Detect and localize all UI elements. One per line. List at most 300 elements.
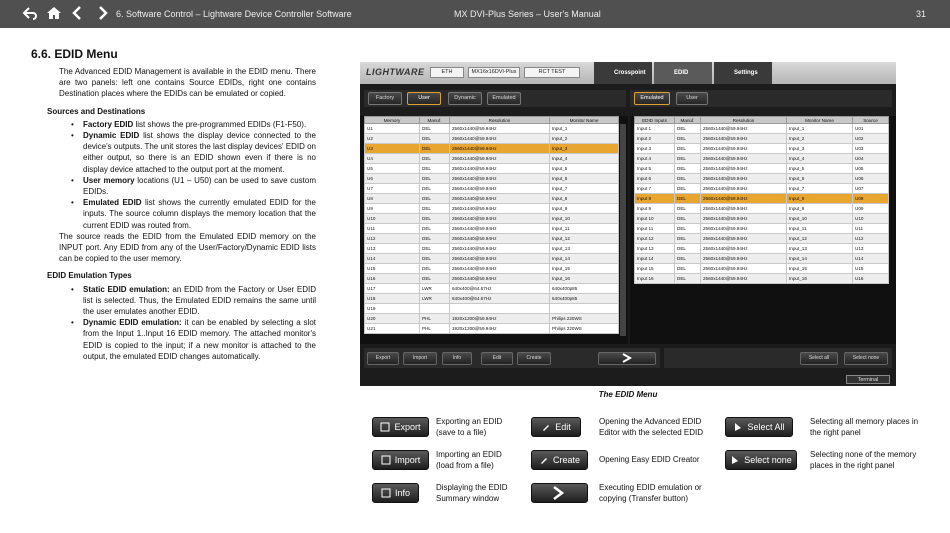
table-cell: Input_1: [550, 124, 619, 134]
terminal-button[interactable]: Terminal: [846, 375, 890, 384]
table-cell: Input_14: [550, 254, 619, 264]
rct-box[interactable]: RCT TEST: [524, 67, 580, 78]
table-row[interactable]: [365, 134, 619, 144]
table-cell: U12: [365, 234, 420, 244]
table-cell: 2560x1440@59.94Hz: [701, 234, 787, 244]
table-cell: Input_8: [787, 194, 853, 204]
table-row[interactable]: [635, 234, 889, 244]
table-cell: 2560x1440@59.94Hz: [450, 224, 550, 234]
table-cell: 2560x1440@59.94Hz: [450, 244, 550, 254]
table-cell: Input_14: [787, 254, 853, 264]
table-cell: 640x400p85: [550, 284, 619, 294]
table-cell: DEL: [675, 244, 701, 254]
table-cell: U11: [853, 224, 889, 234]
table-cell: DEL: [420, 234, 450, 244]
table-cell: DEL: [675, 164, 701, 174]
table-cell: Input_12: [550, 234, 619, 244]
table-row[interactable]: [365, 164, 619, 174]
table-cell: U08: [853, 194, 889, 204]
table-cell: 640x400@64.67Hz: [450, 294, 550, 304]
legend-desc: Selecting all memory places in the right panel: [810, 417, 919, 437]
table-cell: 2560x1440@59.94Hz: [701, 244, 787, 254]
table-cell: Input 8: [635, 194, 675, 204]
table-cell: U16: [853, 274, 889, 284]
tab-crosspoint[interactable]: Crosspoint: [594, 62, 652, 84]
source-panel: [360, 116, 628, 344]
table-row[interactable]: [365, 194, 619, 204]
table-cell: U01: [853, 124, 889, 134]
emulated-button[interactable]: Emulated: [487, 92, 521, 105]
table-row[interactable]: [635, 134, 889, 144]
table-cell: Input 16: [635, 274, 675, 284]
list-item: [83, 197, 316, 231]
table-cell: DEL: [420, 254, 450, 264]
table-cell: 2560x1440@59.94Hz: [701, 204, 787, 214]
table-cell: 2560x1440@59.94Hz: [701, 144, 787, 154]
chapter-title: 6. Software Control – Lightware Device Controller Software: [116, 9, 352, 19]
legend-desc: Exporting an EDID (save to a file): [436, 417, 503, 437]
table-cell: U1: [365, 124, 420, 134]
list-item: [83, 284, 316, 318]
table-cell: DEL: [675, 194, 701, 204]
import-icon: [381, 455, 391, 465]
table-cell: 2560x1440@59.94Hz: [701, 134, 787, 144]
table-cell: DEL: [420, 134, 450, 144]
table-row[interactable]: [365, 124, 619, 134]
list-item: [83, 130, 316, 175]
table-cell: Input_9: [787, 204, 853, 214]
table-cell: Input 15: [635, 264, 675, 274]
table-cell: 640x400p85: [550, 294, 619, 304]
table-cell: U15: [365, 264, 420, 274]
table-cell: U14: [853, 254, 889, 264]
column-header[interactable]: Resolution: [450, 117, 550, 124]
table-cell: Input_4: [787, 154, 853, 164]
list-item: [83, 175, 316, 197]
lightware-logo: LIGHTWARE: [366, 67, 425, 77]
table-row[interactable]: [635, 174, 889, 184]
create-icon: [539, 455, 549, 465]
table-cell: Input_2: [550, 134, 619, 144]
sources-list: [83, 119, 316, 231]
table-row[interactable]: [635, 124, 889, 134]
table-cell: U09: [853, 204, 889, 214]
table-cell: Input_15: [787, 264, 853, 274]
column-header[interactable]: Manuf.: [420, 117, 450, 124]
table-cell: 2560x1440@59.94Hz: [701, 274, 787, 284]
table-row[interactable]: [365, 284, 619, 294]
home-icon[interactable]: [46, 5, 62, 21]
table-row[interactable]: [365, 184, 619, 194]
table-cell: Input 14: [635, 254, 675, 264]
term: Dynamic EDID: [83, 131, 140, 141]
term: Dynamic EDID emulation:: [83, 318, 182, 328]
definition: list shows the currently emulated EDID for the inputs. The source column displays the memory location that the current EDID was routed from.: [83, 198, 317, 230]
table-cell: 2560x1440@59.94Hz: [450, 124, 550, 134]
table-cell: U21: [365, 324, 420, 334]
table-cell: 2560x1440@59.94Hz: [701, 164, 787, 174]
legend-info-button: [372, 483, 419, 503]
source-paragraph: The source reads the EDID from the Emulated EDID memory on the INPUT port. Any EDID from any of the User/Factory/Dynamic EDID lists can be copied to the user memory.: [59, 231, 316, 264]
table-cell: DEL: [420, 144, 450, 154]
destination-table: [634, 116, 889, 284]
table-row[interactable]: [635, 244, 889, 254]
table-cell: DEL: [420, 224, 450, 234]
table-row[interactable]: [635, 184, 889, 194]
types-heading: EDID Emulation Types: [47, 271, 132, 281]
table-cell: U11: [365, 224, 420, 234]
page-number: 31: [916, 9, 927, 19]
table-cell: U2: [365, 134, 420, 144]
legend-label: Create: [552, 455, 580, 465]
table-cell: Input_15: [550, 264, 619, 274]
table-cell: Input 13: [635, 244, 675, 254]
table-cell: Input_13: [550, 244, 619, 254]
table-cell: DEL: [420, 244, 450, 254]
table-cell: 2560x1440@59.94Hz: [450, 214, 550, 224]
legend-create-button: [531, 450, 588, 470]
column-header[interactable]: Resolution: [701, 117, 787, 124]
edid-menu-screenshot: [360, 62, 896, 386]
table-cell: DEL: [675, 134, 701, 144]
table-cell: DEL: [420, 214, 450, 224]
legend-desc: Executing EDID emulation or copying (Transfer button): [599, 483, 702, 503]
right-emulated-button[interactable]: Emulated: [634, 92, 670, 105]
table-cell: U4: [365, 154, 420, 164]
transfer-arrow-icon: [620, 353, 634, 363]
back-icon[interactable]: [22, 5, 38, 21]
term: Static EDID emulation:: [83, 284, 170, 294]
info-icon: [381, 488, 391, 498]
factory-button[interactable]: Factory: [368, 92, 402, 105]
table-row[interactable]: [635, 254, 889, 264]
table-cell: 2560x1440@59.94Hz: [701, 124, 787, 134]
term: User memory: [83, 175, 135, 185]
table-cell: DEL: [675, 124, 701, 134]
table-cell: Input 12: [635, 234, 675, 244]
right-user-button[interactable]: User: [676, 92, 708, 105]
table-cell: 2560x1440@59.94Hz: [450, 144, 550, 154]
table-cell: LWR: [420, 294, 450, 304]
export-icon: [380, 422, 390, 432]
table-cell: [450, 304, 550, 314]
legend-select-all-button: [725, 417, 793, 437]
table-cell: DEL: [675, 224, 701, 234]
table-cell: 2560x1440@59.94Hz: [450, 234, 550, 244]
dynamic-button[interactable]: Dynamic: [448, 92, 482, 105]
table-cell: U7: [365, 184, 420, 194]
types-list: [83, 284, 316, 362]
destination-panel: [630, 116, 896, 344]
table-row[interactable]: [365, 224, 619, 234]
table-cell: 1920x1200@59.94Hz: [450, 324, 550, 334]
intro-paragraph: The Advanced EDID Management is available in the EDID menu. There are two panels: left one contains Source EDIDs, right one contains Destination places where the EDIDs can be emulated or copied.: [59, 67, 316, 99]
table-cell: DEL: [675, 234, 701, 244]
table-cell: Input_9: [550, 204, 619, 214]
legend-desc: Opening the Advanced EDID Editor with the selected EDID: [599, 417, 704, 437]
definition: list shows the pre-programmed EDIDs (F1-F50).: [133, 119, 307, 129]
column-header[interactable]: Manuf.: [675, 117, 701, 124]
table-cell: DEL: [420, 164, 450, 174]
table-cell: 2560x1440@59.94Hz: [450, 254, 550, 264]
table-cell: U18: [365, 294, 420, 304]
table-cell: U15: [853, 264, 889, 274]
edit-icon: [541, 422, 551, 432]
column-header[interactable]: EDID Inputs: [635, 117, 675, 124]
table-row[interactable]: [365, 154, 619, 164]
table-row[interactable]: [365, 274, 619, 284]
table-cell: U14: [365, 254, 420, 264]
table-row[interactable]: [365, 324, 619, 334]
table-cell: Input_10: [787, 214, 853, 224]
table-row[interactable]: [635, 214, 889, 224]
table-cell: Philips 220WS: [550, 324, 619, 334]
legend-label: Info: [394, 488, 410, 498]
table-cell: 2560x1440@59.94Hz: [450, 194, 550, 204]
transfer-arrow-icon: [550, 486, 566, 500]
legend-label: Edit: [555, 422, 571, 432]
table-row[interactable]: [365, 204, 619, 214]
table-row[interactable]: [635, 224, 889, 234]
body-text: [31, 66, 316, 362]
table-row[interactable]: [635, 264, 889, 274]
next-icon[interactable]: [94, 5, 110, 21]
table-cell: Input_5: [787, 164, 853, 174]
table-cell: U8: [365, 194, 420, 204]
table-cell: Input 3: [635, 144, 675, 154]
table-cell: Input_13: [787, 244, 853, 254]
create-button[interactable]: Create: [517, 352, 551, 365]
edit-button[interactable]: Edit: [481, 352, 513, 365]
source-scrollbar[interactable]: [620, 124, 626, 336]
list-item: [83, 119, 316, 130]
table-cell: U6: [365, 174, 420, 184]
table-cell: DEL: [675, 214, 701, 224]
table-cell: 2560x1440@59.94Hz: [450, 164, 550, 174]
column-header[interactable]: Monitor Name: [787, 117, 853, 124]
table-row[interactable]: [635, 194, 889, 204]
table-row[interactable]: [365, 234, 619, 244]
table-cell: U17: [365, 284, 420, 294]
definition: an EDID from the Factory or User EDID list is selected. Thus, the Emulated EDID remains the same until the user emulates another EDID.: [83, 284, 317, 317]
table-cell: U19: [365, 304, 420, 314]
table-cell: Input_8: [550, 194, 619, 204]
table-cell: Input_16: [550, 274, 619, 284]
table-cell: 2560x1440@59.94Hz: [701, 254, 787, 264]
table-cell: 2560x1440@59.94Hz: [450, 134, 550, 144]
prev-icon[interactable]: [70, 5, 86, 21]
table-cell: [550, 304, 619, 314]
term: Emulated EDID: [83, 198, 142, 208]
select-none-icon: [730, 455, 740, 465]
table-cell: Philips 220WS: [550, 314, 619, 324]
table-cell: U05: [853, 164, 889, 174]
source-table: [364, 116, 619, 334]
table-cell: 1920x1200@59.94Hz: [450, 314, 550, 324]
tab-settings[interactable]: Settings: [714, 62, 772, 84]
table-cell: Input_6: [550, 174, 619, 184]
table-cell: 2560x1440@59.94Hz: [701, 224, 787, 234]
table-cell: U10: [853, 214, 889, 224]
table-cell: DEL: [675, 204, 701, 214]
table-row[interactable]: [365, 144, 619, 154]
table-cell: U10: [365, 214, 420, 224]
table-cell: DEL: [675, 264, 701, 274]
export-button[interactable]: Export: [367, 352, 399, 365]
table-cell: Input 5: [635, 164, 675, 174]
table-cell: Input_4: [550, 154, 619, 164]
table-cell: 2560x1440@59.94Hz: [450, 274, 550, 284]
table-cell: Input_3: [550, 144, 619, 154]
table-row[interactable]: [365, 214, 619, 224]
table-cell: Input 4: [635, 154, 675, 164]
column-header[interactable]: Source: [853, 117, 889, 124]
table-row[interactable]: [635, 164, 889, 174]
table-cell: Input_7: [787, 184, 853, 194]
legend-import-button: [372, 450, 429, 470]
legend-label: Import: [394, 455, 421, 465]
select-none-button[interactable]: Select none: [844, 352, 888, 365]
info-button[interactable]: Info: [442, 352, 472, 365]
section-title: 6.6. EDID Menu: [31, 47, 118, 61]
table-cell: 2560x1440@59.94Hz: [450, 154, 550, 164]
page-header: [0, 0, 950, 28]
table-cell: Input_12: [787, 234, 853, 244]
table-cell: DEL: [675, 154, 701, 164]
table-cell: Input 11: [635, 224, 675, 234]
eth-box[interactable]: ETH: [430, 67, 464, 78]
table-row[interactable]: [365, 264, 619, 274]
table-cell: DEL: [420, 124, 450, 134]
table-cell: 2560x1440@59.94Hz: [701, 154, 787, 164]
table-cell: Input 2: [635, 134, 675, 144]
table-cell: Input_16: [787, 274, 853, 284]
table-cell: Input 9: [635, 204, 675, 214]
table-cell: Input_6: [787, 174, 853, 184]
table-cell: U03: [853, 144, 889, 154]
definition: list shows the display device connected to the device's outputs. The unit stores the last display devices' EDID on either output, so there is an EDID shown even if there is no display device attached to the output port at the moment.: [83, 131, 316, 174]
select-all-icon: [733, 422, 743, 432]
table-cell: 2560x1440@59.94Hz: [701, 264, 787, 274]
table-cell: U9: [365, 204, 420, 214]
table-row[interactable]: [365, 244, 619, 254]
manual-title: MX DVI-Plus Series – User's Manual: [454, 9, 601, 19]
table-cell: 2560x1440@59.94Hz: [450, 204, 550, 214]
table-cell: Input_1: [787, 124, 853, 134]
transfer-button[interactable]: [598, 352, 656, 365]
table-row[interactable]: [365, 304, 619, 314]
table-cell: 2560x1440@59.94Hz: [701, 214, 787, 224]
device-box[interactable]: MX16x16DVI-Plus: [468, 67, 520, 78]
table-row[interactable]: [635, 154, 889, 164]
select-all-button[interactable]: Select all: [800, 352, 838, 365]
tab-edid[interactable]: EDID: [654, 62, 712, 84]
table-cell: DEL: [420, 154, 450, 164]
table-row[interactable]: [635, 144, 889, 154]
table-cell: DEL: [675, 254, 701, 264]
legend-label: Export: [394, 422, 421, 432]
legend-export-button: [372, 417, 429, 437]
table-row[interactable]: [635, 274, 889, 284]
table-row[interactable]: [365, 294, 619, 304]
table-cell: DEL: [420, 194, 450, 204]
table-cell: Input 7: [635, 184, 675, 194]
import-button[interactable]: Import: [403, 352, 437, 365]
table-cell: PHL: [420, 314, 450, 324]
table-cell: 2560x1440@59.94Hz: [701, 184, 787, 194]
table-cell: DEL: [420, 174, 450, 184]
app-header: [360, 62, 896, 84]
legend-label: Select All: [747, 422, 785, 432]
table-row[interactable]: [365, 174, 619, 184]
definition: locations (U1 – U50) can be used to save custom EDIDs.: [83, 175, 317, 197]
table-cell: DEL: [420, 274, 450, 284]
table-cell: DEL: [420, 264, 450, 274]
legend-desc: Opening Easy EDID Creator: [599, 455, 700, 464]
table-cell: DEL: [675, 174, 701, 184]
table-row[interactable]: [365, 314, 619, 324]
table-cell: Input 10: [635, 214, 675, 224]
table-cell: DEL: [675, 184, 701, 194]
table-cell: U02: [853, 134, 889, 144]
table-cell: U13: [365, 244, 420, 254]
table-cell: U13: [853, 244, 889, 254]
table-cell: 2560x1440@59.94Hz: [450, 264, 550, 274]
table-cell: U16: [365, 274, 420, 284]
table-cell: 2560x1440@59.94Hz: [701, 174, 787, 184]
table-cell: LWR: [420, 284, 450, 294]
table-row[interactable]: [365, 254, 619, 264]
table-cell: PHL: [420, 324, 450, 334]
table-cell: DEL: [675, 144, 701, 154]
column-header[interactable]: Monitor Name: [550, 117, 619, 124]
table-cell: Input_7: [550, 184, 619, 194]
table-cell: 2560x1440@59.94Hz: [450, 184, 550, 194]
table-cell: U04: [853, 154, 889, 164]
legend-edit-button: [531, 417, 581, 437]
legend-desc: Selecting none of the memory places in the right panel: [810, 450, 917, 470]
sources-heading: Sources and Destinations: [47, 106, 146, 116]
nav-icons: [22, 5, 110, 21]
definition: it can be enabled by selecting a slot from the Input 1..Input 16 EDID memory. The attached monitor's EDID is copied to the input; if a new monitor is attached to the output, the emulated EDID changes automatically.: [83, 318, 316, 361]
table-cell: U07: [853, 184, 889, 194]
table-cell: 2560x1440@59.94Hz: [701, 194, 787, 204]
table-cell: 640x400@64.67Hz: [450, 284, 550, 294]
table-cell: Input_3: [787, 144, 853, 154]
term: Factory EDID: [83, 119, 134, 129]
list-item: [83, 317, 316, 362]
table-row[interactable]: [635, 204, 889, 214]
table-cell: DEL: [675, 274, 701, 284]
table-cell: DEL: [420, 204, 450, 214]
table-cell: Input_11: [550, 224, 619, 234]
table-cell: U5: [365, 164, 420, 174]
table-cell: Input 6: [635, 174, 675, 184]
table-cell: DEL: [420, 184, 450, 194]
table-cell: U06: [853, 174, 889, 184]
user-button[interactable]: User: [407, 92, 441, 105]
table-cell: Input 1: [635, 124, 675, 134]
table-cell: U20: [365, 314, 420, 324]
table-cell: Input_10: [550, 214, 619, 224]
column-header[interactable]: Memory: [365, 117, 420, 124]
legend-desc: Importing an EDID (load from a file): [436, 450, 502, 470]
figure-caption: The EDID Menu: [598, 390, 658, 399]
table-cell: U12: [853, 234, 889, 244]
legend-label: Select none: [744, 455, 792, 465]
legend-desc: Displaying the EDID Summary window: [436, 483, 508, 503]
table-cell: [420, 304, 450, 314]
